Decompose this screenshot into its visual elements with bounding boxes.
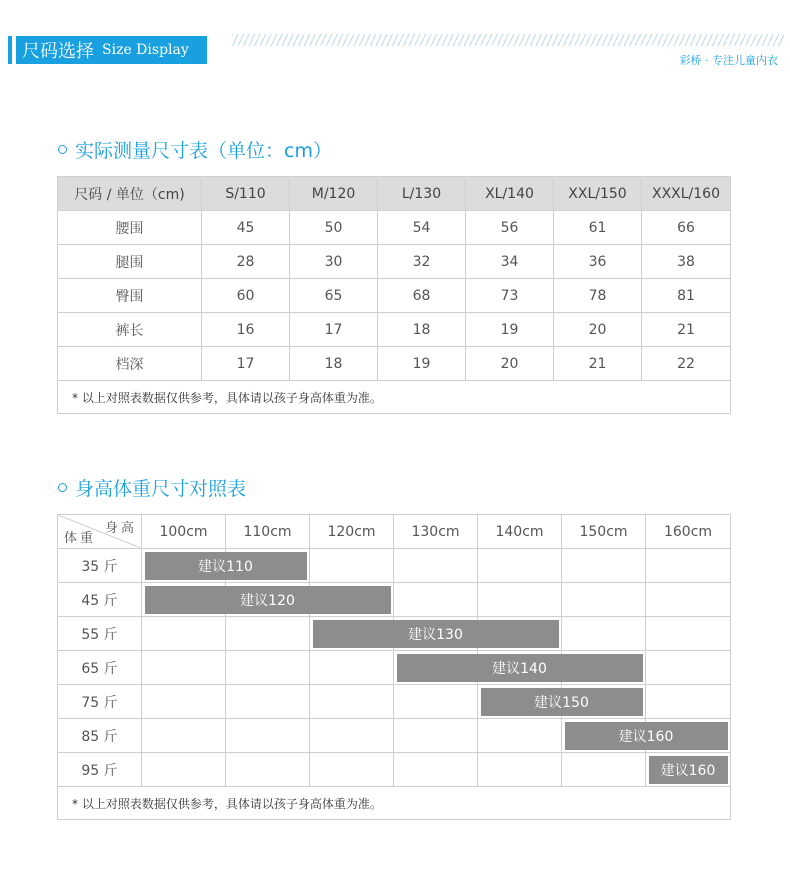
hw-cell — [646, 685, 731, 719]
hw-header-row — [58, 515, 731, 549]
page-title-cn: 尺码选择 — [22, 41, 94, 62]
hw-cell — [226, 651, 310, 685]
hw-cell — [478, 753, 562, 787]
hw-cell — [394, 719, 478, 753]
size-cell: 73 — [466, 279, 554, 313]
size-cell: 21 — [642, 313, 731, 347]
hw-cell — [310, 583, 394, 617]
suggestion-bar: 建议110 — [145, 552, 307, 580]
size-cell: 28 — [202, 245, 290, 279]
hw-cell — [646, 549, 731, 583]
size-cell: 68 — [378, 279, 466, 313]
height-column-header: 110cm — [226, 515, 310, 549]
hw-cell — [226, 685, 310, 719]
hw-cell — [646, 753, 731, 787]
hw-cell — [562, 719, 646, 753]
hw-cell — [562, 549, 646, 583]
size-cell: 38 — [642, 245, 731, 279]
size-table-note: * 以上对照表数据仅供参考，具体请以孩子身高体重为准。 — [58, 381, 731, 414]
size-cell: 17 — [202, 347, 290, 381]
decorative-dashes — [232, 34, 784, 46]
size-cell: 66 — [642, 211, 731, 245]
hw-cell — [478, 719, 562, 753]
hw-cell — [310, 719, 394, 753]
size-cell: 61 — [554, 211, 642, 245]
size-cell: 20 — [466, 347, 554, 381]
hw-cell — [394, 753, 478, 787]
size-cell: 18 — [378, 313, 466, 347]
size-cell: 32 — [378, 245, 466, 279]
size-cell: 78 — [554, 279, 642, 313]
hw-row — [58, 617, 731, 651]
height-column-header: 100cm — [142, 515, 226, 549]
size-column-header: XXL/150 — [554, 177, 642, 211]
hw-cell — [394, 651, 478, 685]
size-cell: 81 — [642, 279, 731, 313]
hw-cell — [394, 685, 478, 719]
size-table-note-row — [58, 381, 731, 414]
suggestion-bar: 建议160 — [649, 756, 728, 784]
header-accent-bar — [8, 36, 12, 64]
size-cell: 20 — [554, 313, 642, 347]
hw-cell — [478, 685, 562, 719]
hw-cell — [310, 651, 394, 685]
hw-cell — [394, 583, 478, 617]
suggestion-bar: 建议120 — [145, 586, 391, 614]
hw-row — [58, 583, 731, 617]
size-cell: 54 — [378, 211, 466, 245]
size-section-title-text: 实际测量尺寸表（单位：cm） — [75, 140, 332, 162]
circle-icon — [58, 483, 67, 492]
hw-cell — [478, 583, 562, 617]
height-column-header: 160cm — [646, 515, 731, 549]
size-cell: 16 — [202, 313, 290, 347]
size-table-row — [58, 347, 731, 381]
height-column-header: 130cm — [394, 515, 478, 549]
size-cell: 17 — [290, 313, 378, 347]
size-section-title — [58, 136, 332, 163]
hw-section-title — [58, 474, 246, 501]
hw-table-note: * 以上对照表数据仅供参考，具体请以孩子身高体重为准。 — [58, 787, 731, 820]
hw-cell — [226, 549, 310, 583]
size-cell: 19 — [466, 313, 554, 347]
size-table-row — [58, 313, 731, 347]
hw-row — [58, 753, 731, 787]
hw-cell — [562, 617, 646, 651]
size-row-label: 臀围 — [58, 279, 202, 313]
height-column-header: 140cm — [478, 515, 562, 549]
corner-weight-label: 体重 — [64, 531, 97, 546]
weight-row-label: 65 斤 — [58, 651, 142, 685]
size-cell: 18 — [290, 347, 378, 381]
size-column-header: M/120 — [290, 177, 378, 211]
hw-cell — [562, 685, 646, 719]
size-row-label: 腿围 — [58, 245, 202, 279]
hw-row — [58, 549, 731, 583]
hw-cell — [226, 617, 310, 651]
hw-cell — [394, 617, 478, 651]
suggestion-bar: 建议130 — [313, 620, 559, 648]
circle-icon — [58, 145, 67, 154]
hw-row — [58, 685, 731, 719]
size-table-row — [58, 211, 731, 245]
page-title-en: Size Display — [102, 42, 189, 58]
hw-cell — [562, 753, 646, 787]
size-row-label: 档深 — [58, 347, 202, 381]
size-cell: 22 — [642, 347, 731, 381]
suggestion-bar: 建议150 — [481, 688, 643, 716]
hw-cell — [226, 719, 310, 753]
size-cell: 45 — [202, 211, 290, 245]
weight-row-label: 45 斤 — [58, 583, 142, 617]
corner-cell — [58, 515, 142, 549]
hw-cell — [142, 583, 226, 617]
height-weight-table — [57, 514, 731, 820]
height-column-header: 150cm — [562, 515, 646, 549]
hw-cell — [646, 617, 731, 651]
hw-cell — [562, 651, 646, 685]
size-column-header: S/110 — [202, 177, 290, 211]
size-cell: 65 — [290, 279, 378, 313]
hw-cell — [478, 651, 562, 685]
height-column-header: 120cm — [310, 515, 394, 549]
hw-cell — [142, 753, 226, 787]
size-cell: 19 — [378, 347, 466, 381]
size-cell: 50 — [290, 211, 378, 245]
size-table — [57, 176, 731, 414]
hw-cell — [478, 549, 562, 583]
size-row-label: 腰围 — [58, 211, 202, 245]
size-cell: 60 — [202, 279, 290, 313]
hw-cell — [310, 617, 394, 651]
weight-row-label: 85 斤 — [58, 719, 142, 753]
hw-cell — [562, 583, 646, 617]
size-row-label: 裤长 — [58, 313, 202, 347]
suggestion-bar: 建议140 — [397, 654, 643, 682]
hw-cell — [226, 753, 310, 787]
hw-cell — [646, 583, 731, 617]
size-cell: 36 — [554, 245, 642, 279]
hw-section-title-text: 身高体重尺寸对照表 — [75, 478, 247, 500]
size-table-header-row — [58, 177, 731, 211]
hw-cell — [646, 719, 731, 753]
suggestion-bar: 建议160 — [565, 722, 728, 750]
hw-cell — [142, 549, 226, 583]
corner-height-label: 身高 — [104, 521, 137, 536]
size-cell: 56 — [466, 211, 554, 245]
size-column-header: L/130 — [378, 177, 466, 211]
hw-cell — [142, 685, 226, 719]
weight-row-label: 35 斤 — [58, 549, 142, 583]
size-column-header: XL/140 — [466, 177, 554, 211]
size-table-row — [58, 245, 731, 279]
hw-cell — [310, 549, 394, 583]
hw-cell — [478, 617, 562, 651]
hw-cell — [394, 549, 478, 583]
size-column-header: XXXL/160 — [642, 177, 731, 211]
size-column-header: 尺码 / 单位（cm) — [58, 177, 202, 211]
size-cell: 21 — [554, 347, 642, 381]
size-table-row — [58, 279, 731, 313]
hw-cell — [142, 651, 226, 685]
size-cell: 30 — [290, 245, 378, 279]
hw-row — [58, 719, 731, 753]
hw-cell — [310, 685, 394, 719]
hw-table-note-row — [58, 787, 731, 820]
weight-row-label: 75 斤 — [58, 685, 142, 719]
weight-row-label: 55 斤 — [58, 617, 142, 651]
size-cell: 34 — [466, 245, 554, 279]
page-title — [16, 36, 207, 64]
hw-cell — [646, 651, 731, 685]
hw-row — [58, 651, 731, 685]
hw-cell — [142, 617, 226, 651]
hw-cell — [142, 719, 226, 753]
brand-tagline: 彩桥 · 专注儿童内衣 — [679, 54, 778, 67]
weight-row-label: 95 斤 — [58, 753, 142, 787]
hw-cell — [310, 753, 394, 787]
hw-cell — [226, 583, 310, 617]
